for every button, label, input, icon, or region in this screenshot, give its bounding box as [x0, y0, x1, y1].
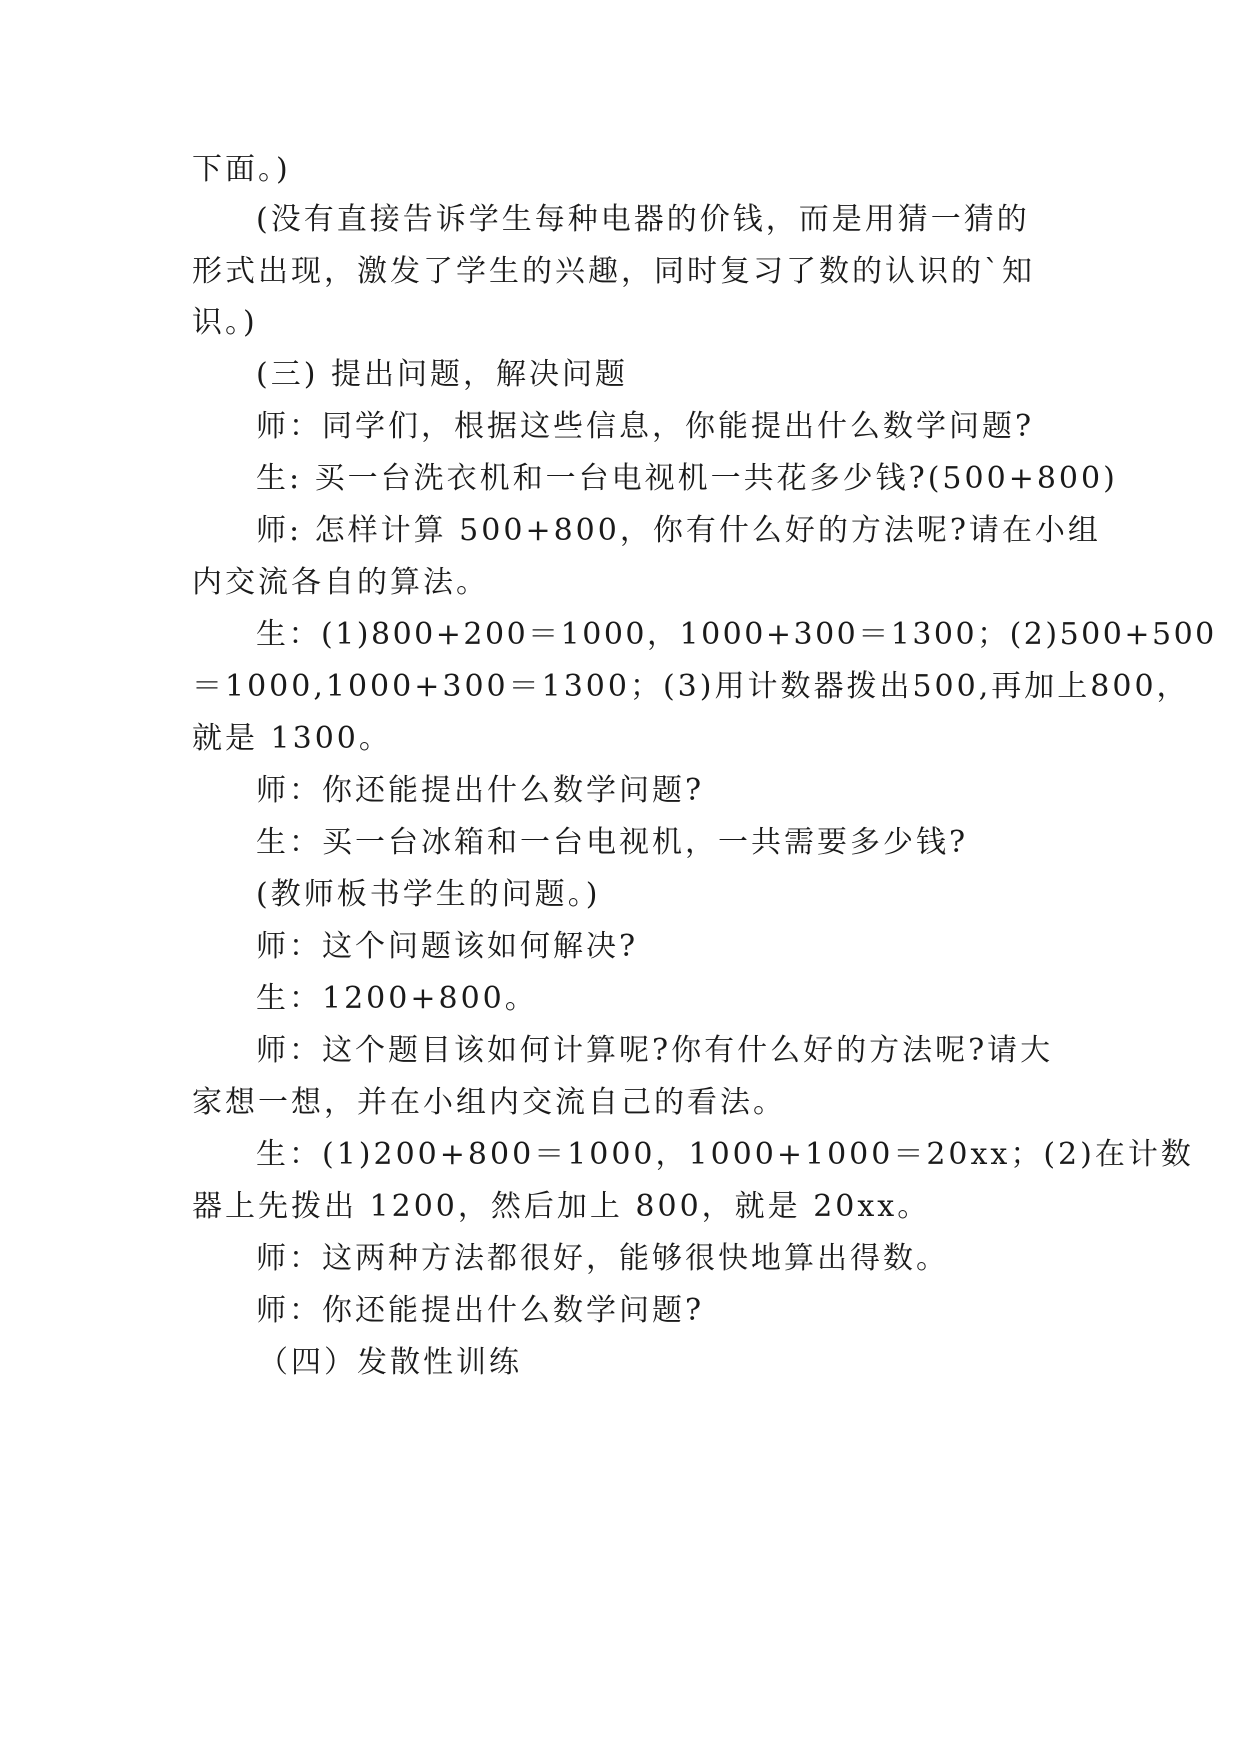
dialogue-line: 师：你还能提出什么数学问题? — [256, 1293, 705, 1328]
dialogue-line: 家想一想，并在小组内交流自己的看法。 — [192, 1085, 786, 1120]
paragraph-line: (没有直接告诉学生每种电器的价钱，而是用猜一猜的 — [256, 202, 1030, 237]
dialogue-line: 内交流各自的算法。 — [192, 565, 489, 600]
dialogue-line: 器上先拨出 1200，然后加上 800，就是 20xx。 — [192, 1189, 931, 1224]
dialogue-line: 就是 1300。 — [192, 721, 392, 756]
paragraph-line: 下面。) — [192, 152, 291, 187]
dialogue-line: 师：这个问题该如何解决? — [256, 929, 639, 964]
dialogue-line: 生：1200+800。 — [256, 981, 538, 1016]
paragraph-line: 识。) — [192, 305, 258, 340]
section-heading: (三) 提出问题，解决问题 — [256, 357, 628, 392]
dialogue-line: 师：同学们，根据这些信息，你能提出什么数学问题? — [256, 409, 1035, 444]
dialogue-line: 师：这个题目该如何计算呢?你有什么好的方法呢?请大 — [256, 1033, 1054, 1068]
dialogue-line: 生：(1)800+200＝1000，1000+300＝1300；(2)500+500 — [256, 617, 1217, 652]
dialogue-line: 师：你还能提出什么数学问题? — [256, 773, 705, 808]
dialogue-line: 生：买一台冰箱和一台电视机，一共需要多少钱? — [256, 825, 969, 860]
paragraph-line: 形式出现，激发了学生的兴趣，同时复习了数的认识的`知 — [192, 254, 1035, 289]
paragraph-line: (教师板书学生的问题。) — [256, 877, 601, 912]
section-heading: （四）发散性训练 — [258, 1345, 522, 1380]
dialogue-line: ＝1000,1000+300＝1300；(3)用计数器拨出500,再加上800， — [192, 669, 1190, 704]
dialogue-line: 师: 怎样计算 500+800，你有什么好的方法呢?请在小组 — [256, 513, 1101, 548]
dialogue-line: 生：(1)200+800＝1000，1000+1000＝20xx；(2)在计数 — [256, 1137, 1194, 1172]
dialogue-line: 生: 买一台洗衣机和一台电视机一共花多少钱?(500+800) — [256, 461, 1118, 496]
dialogue-line: 师：这两种方法都很好，能够很快地算出得数。 — [256, 1241, 949, 1276]
